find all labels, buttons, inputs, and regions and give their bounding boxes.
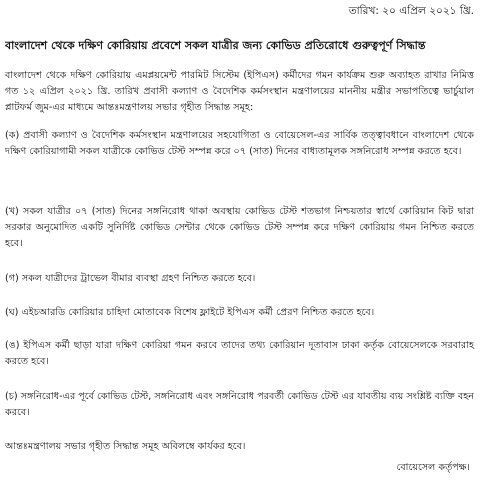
intro-paragraph: বাংলাদেশ থেকে দক্ষিণ কোরিয়ায় এমপ্লয়মেন্ট পারমিট সিস্টেম (ইপিএস) কর্মীদের গমন কার্যক্রম শুরু অব্যাহত রাখার নিমিত্ত গত ১২ এপ্রিল ২০২১ খ্রি. তারিখ প্রবাসী কল্যাণ ও বৈদেশিক কর্মসংস্থান মন্ত্রণালয়ের মাননীয় মন্ত্রীর সভাপতিত্বে ভার্চুয়াল প্লাটফর্ম জুম-এর মাধ্যমে আন্তঃমন্ত্রণালয় সভার গৃহীত সিদ্ধান্ত সমূহ: [5,70,474,113]
notice-title: বাংলাদেশ থেকে দক্ষিণ কোরিয়ায় প্রবেশে সকল যাত্রীর জন্য কোভিড প্রতিরোধে গুরুত্বপূর্ণ সিদ্ধান্ত [5,39,426,52]
closing-statement: আন্তঃমন্ত্রণালয় সভার গৃহীত সিদ্ধান্ত সমূহ অবিলম্বে কার্যকর হবে। [5,441,246,452]
decision-ga: (গ) সকল যাত্রীদের ট্রাভেল বীমার ব্যবস্থা গ্রহণ নিশ্চিত করতে হবে। [5,273,256,284]
decision-gha: (ঘ) এইচআরডি কোরিয়ার চাহিদা মোতাবেক বিশেষ ফ্লাইটে ইপিএস কর্মী প্রেরণ নিশ্চিত করতে হবে। [5,307,375,318]
decision-ka: (ক) প্রবাসী কল্যাণ ও বৈদেশিক কর্মসংস্থান মন্ত্রণালয়ের সহযোগিতা ও বোয়েসেল-এর সার্বিক তত্ত্বাবধানে বাংলাদেশ থেকে দক্ষিণ কোরিয়াগামী সকল যাত্রীকে কোভিড টেস্ট সম্পন্ন করে ০৭ (সাত) দিনের বাধ্যতামূলক সঙ্গনিরোধ সম্পন্ন করতে হবে। [5,130,474,157]
decision-uma: (ঙ) ইপিএস কর্মী ছাড়া যারা দক্ষিণ কোরিয়া গমন করবে তাদের তথ্য কোরিয়ান দূতাবাস ঢাকা কর্তৃক বোয়েসেলকে সরবারাহ করতে হবে। [5,340,474,367]
decision-kha: (খ) সকল যাত্রীর ০৭ (সাত) দিনের সঙ্গনিরোধ থাকা অবস্থায় কোভিড টেস্ট শতভাগ নিশ্চয়তার স্বার্থে কোরিয়ান কিট দ্বারা সরকার অনুমোদিত একটি সুনির্দিষ্ট কোভিড সেন্টার থেকে কোভিড টেস্ট সম্পন্ন করে দক্ষিণ কোরিয়ায় গমন নিশ্চিত করতে হবে। [5,206,474,249]
notice-date: তারিখ: ২০ এপ্রিল ২০২১ খ্রি. [348,5,474,17]
decision-cha: (চ) সঙ্গনিরোধ-এর পূর্বে কোভিড টেস্ট, সঙ্গনিরোধ এবং সঙ্গনিরোধ পরবর্তী কোভিড টেস্ট এর যাবতীয় ব্যয় সংশ্লিষ্ট ব্যক্তি বহন করবে। [5,391,474,418]
signature: বোয়েসেল কর্তৃপক্ষ। [396,462,470,473]
